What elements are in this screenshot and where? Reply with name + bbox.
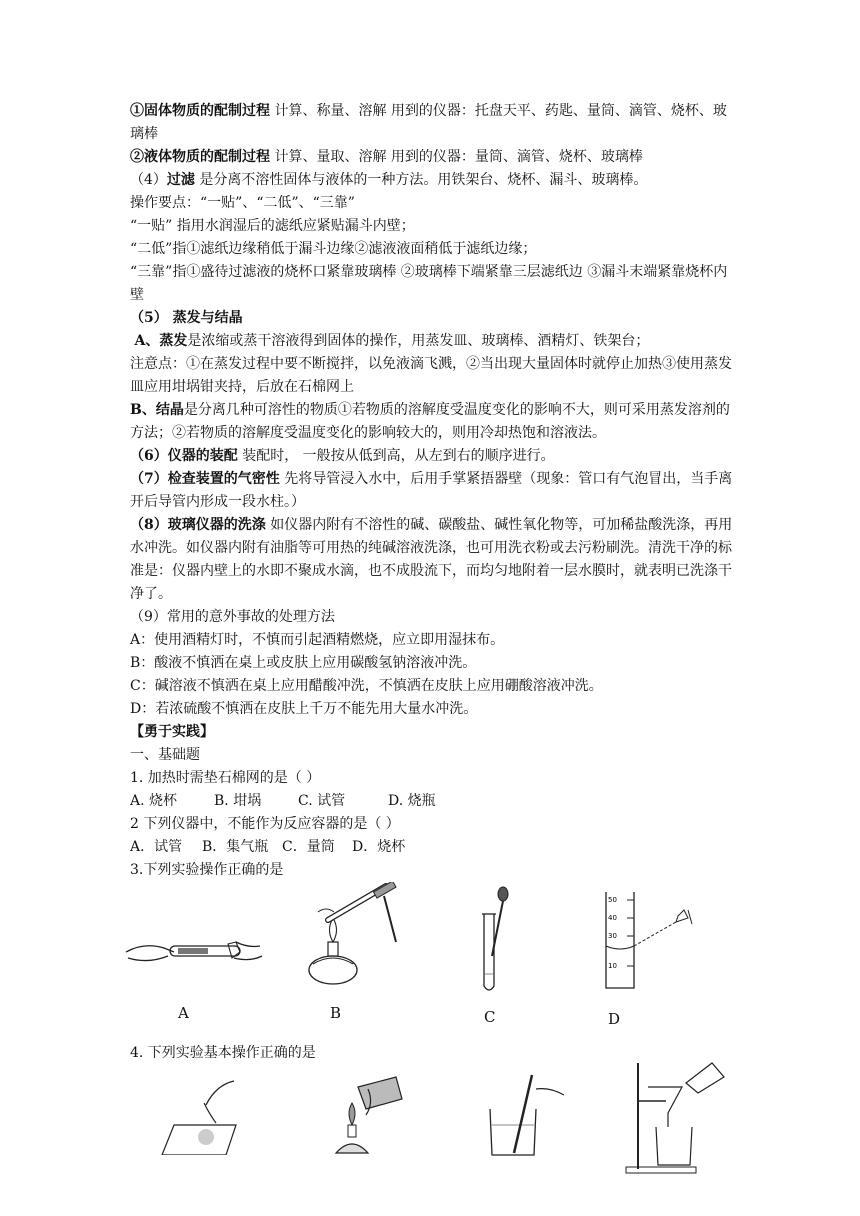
figure-filtration <box>620 1057 730 1177</box>
heading-evaporation: （5） 蒸发与结晶 <box>130 310 243 326</box>
heading-airtightness: （7）检查装置的气密性 <box>130 471 280 487</box>
accident-a: A：使用酒精灯时，不慎而引起酒精燃烧，应立即用湿抹布。 <box>130 632 505 648</box>
figure-smelling <box>156 1075 256 1155</box>
q2-option-a: A．试管 <box>130 839 183 855</box>
q1-option-c: C. 试管 <box>298 793 346 809</box>
paragraph-liquid-prep <box>130 146 734 169</box>
paragraph-evaporation-a <box>130 330 734 353</box>
filtration-points: 操作要点：“一贴”、“二低”、“三靠” <box>130 195 355 211</box>
accident-d: D：若浓硫酸不慎洒在皮肤上千万不能先用大量水冲洗。 <box>130 701 478 717</box>
evaporation-note: 注意点：①在蒸发过程中要不断搅拌，以免液滴飞溅，②当出现大量固体时就停止加热③使用蒸发皿应用坩埚钳夹持，后放在石棉网上 <box>130 356 732 395</box>
filtration-number: （4） <box>130 172 167 188</box>
text-crystallization: 是分离几种可溶性的物质①若物质的溶解度受温度变化的影响不大，则可采用蒸发溶剂的方法；②若物质的溶解度受温度变化的影响较大的，则用冷却热饱和溶液法。 <box>130 402 730 441</box>
q1-option-b: B. 坩埚 <box>214 793 262 809</box>
filtration-setup-icon <box>620 1057 730 1177</box>
figure-a <box>124 912 264 1022</box>
dropper-in-tube-icon <box>470 886 520 996</box>
q1-option-d: D. 烧瓶 <box>388 793 436 809</box>
question-1-options <box>130 790 734 813</box>
scale-30: 30 <box>608 932 617 940</box>
heading-filtration: 过滤 <box>166 172 195 188</box>
figure-d <box>594 888 714 1028</box>
paragraph-assembly <box>130 445 734 468</box>
q2-option-d: D．烧杯 <box>352 839 406 855</box>
heading-basic: 一、基础题 <box>130 747 200 763</box>
paragraph-crystallization <box>130 399 734 445</box>
accident-c: C：碱溶液不慎洒在桌上应用醋酸冲洗，不慎洒在皮肤上应用硼酸溶液冲洗。 <box>130 678 603 694</box>
test-tube-shaking-icon <box>124 912 264 982</box>
text-assembly: 装配时， 一般按从低到高，从左到右的顺序进行。 <box>237 448 555 464</box>
figure-c-label: C <box>484 1008 496 1026</box>
figure-d-label: D <box>608 1010 621 1028</box>
figure-stirring <box>484 1069 574 1159</box>
text-airtightness: 先将导管浸入水中，后用手掌紧捂器壁（现象：管口有气泡冒出，当手离开后导管内形成一段水柱。） <box>130 471 733 510</box>
text-solid-prep: 计算、称量、溶解 用到的仪器：托盘天平、药匙、量筒、滴管、烧杯、玻璃棒 <box>130 103 727 142</box>
text-filtration: 是分离不溶性固体与液体的一种方法。用铁架台、烧杯、漏斗、玻璃棒。 <box>194 172 648 188</box>
text-washing: 如仪器内附有不溶性的碱、碳酸盐、碱性氧化物等，可加稀盐酸洗涤，再用水冲洗。如仪器内附有油脂等可用热的纯碱溶液洗涤，也可用洗衣粉或去污粉刷洗。清洗干净的标准是：仪器内壁上的水即不聚成水滴，也不成股流下，而均匀地附着一层水膜时，就表明已洗涤干净了。 <box>130 517 733 602</box>
filtration-erdi: “二低”指①滤纸边缘稍低于漏斗边缘②滤液液面稍低于滤纸边缘； <box>130 241 537 257</box>
graduated-cylinder-reading-icon <box>594 888 714 998</box>
document-page <box>130 100 734 1175</box>
figure-b-label: B <box>330 1004 342 1022</box>
heading-evaporation-a: A、蒸发 <box>134 333 188 349</box>
question-2-options <box>130 836 734 859</box>
figure-b <box>298 882 408 1022</box>
text-evaporation-a: 是浓缩或蒸干溶液得到固体的操作，用蒸发皿、玻璃棒、酒精灯、铁架台； <box>187 333 650 349</box>
paragraph-solid-prep <box>130 100 734 146</box>
scale-40: 40 <box>608 914 617 922</box>
filtration-yitie: “一贴” 指用水润湿后的滤纸应紧贴漏斗内壁； <box>130 218 415 234</box>
scale-50: 50 <box>608 896 617 904</box>
accident-b: B：酸液不慎洒在桌上或皮肤上应用碳酸氢钠溶液冲洗。 <box>130 655 477 671</box>
question-4: 4. 下列实验基本操作正确的是 <box>130 1045 316 1061</box>
heading-accidents: （9）常用的意外事故的处理方法 <box>130 609 335 625</box>
heading-practice: 【勇于实践】 <box>130 724 214 740</box>
question-4-figures <box>130 1065 734 1175</box>
question-3-figures <box>130 882 734 1042</box>
alcohol-lamp-heating-icon <box>298 882 408 992</box>
figure-c <box>470 886 520 1026</box>
lighting-lamp-icon <box>326 1069 416 1159</box>
q2-option-b: B．集气瓶 <box>202 839 269 855</box>
paragraph-washing <box>130 514 734 606</box>
q2-option-c: C．量筒 <box>282 839 335 855</box>
figure-lighting <box>326 1069 416 1159</box>
figure-a-label: A <box>178 1004 189 1022</box>
heading-liquid-prep: ②液体物质的配制过程 <box>130 149 270 165</box>
heading-crystallization: B、结晶 <box>130 402 184 418</box>
smelling-gas-icon <box>156 1075 256 1155</box>
heading-assembly: （6）仪器的装配 <box>130 448 238 464</box>
paragraph-airtightness <box>130 468 734 514</box>
stirring-beaker-icon <box>484 1069 574 1159</box>
paragraph-filtration <box>130 169 734 192</box>
scale-10: 10 <box>608 962 617 970</box>
heading-solid-prep: ①固体物质的配制过程 <box>130 103 270 119</box>
question-1: 1. 加热时需垫石棉网的是（ ） <box>130 770 321 786</box>
question-3: 3.下列实验操作正确的是 <box>130 862 284 878</box>
text-liquid-prep: 计算、量取、溶解 用到的仪器：量筒、滴管、烧杯、玻璃棒 <box>270 149 643 165</box>
heading-washing: （8）玻璃仪器的洗涤 <box>130 517 266 533</box>
q1-option-a: A. 烧杯 <box>130 793 178 809</box>
filtration-sankao: “三靠”指①盛待过滤液的烧杯口紧靠玻璃棒 ②玻璃棒下端紧靠三层滤纸边 ③漏斗末端紧靠烧杯内壁 <box>130 264 728 303</box>
question-2: 2 下列仪器中，不能作为反应容器的是（ ） <box>130 816 400 832</box>
